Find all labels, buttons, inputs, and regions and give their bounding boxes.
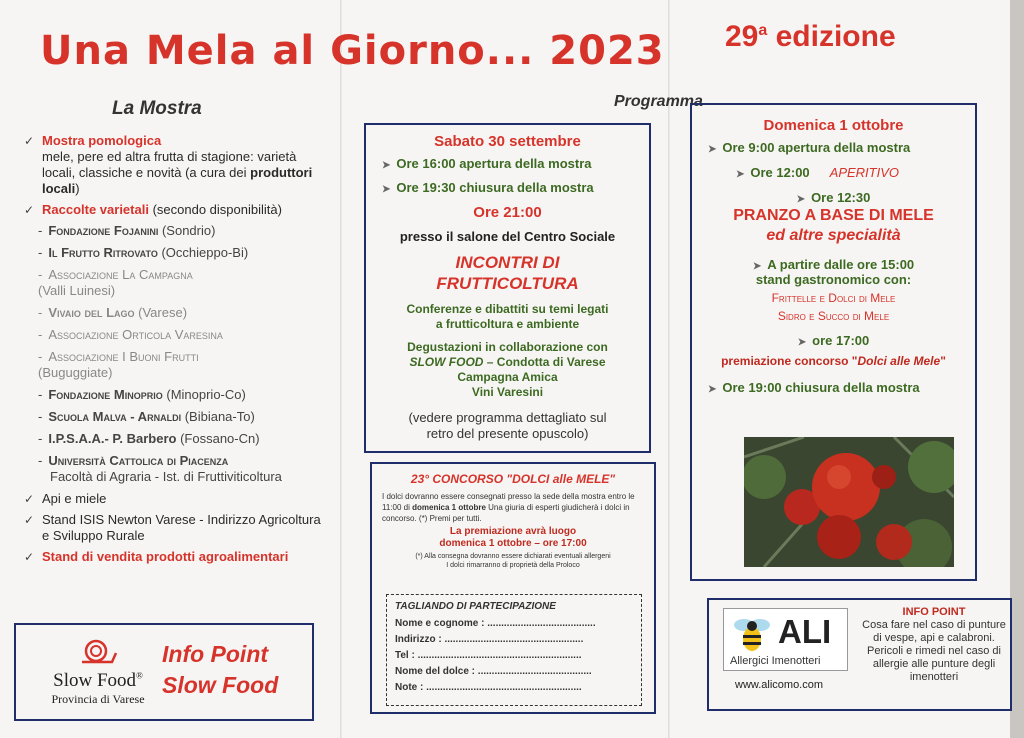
conferenze-text: Conferenze e dibattiti su temi legati a frutticoltura e ambiente	[406, 302, 609, 331]
exhibitor-item: - Associazione Orticola Varesina	[38, 327, 223, 342]
arrow-icon: ➤	[797, 337, 807, 348]
ali-logo	[723, 608, 848, 671]
edition-label: 29$^a$ edizione	[725, 20, 896, 53]
slowfood-provincia: Provincia di Varese	[51, 692, 145, 706]
form-field: Tel : ...........................................................	[395, 650, 582, 661]
ali-box	[707, 598, 1012, 711]
list-item	[22, 133, 322, 197]
schedule-item: ➤ Ore 12:00 APERITIVO	[736, 165, 900, 180]
mostra-heading: La Mostra	[112, 98, 202, 119]
check-icon: ✓	[24, 492, 35, 506]
ali-url: www.alicomo.com	[735, 679, 824, 691]
concorso-heading: 23° CONCORSO "DOLCI alle MELE"	[410, 472, 616, 486]
vedere-note: (vedere programma dettagliato sul retro del presente opuscolo)	[408, 410, 607, 441]
exhibitor-item: - Il Frutto Ritrovato (Occhieppo-Bi)	[38, 245, 249, 260]
brochure-title: Una Mela al Giorno... 2023	[40, 28, 665, 74]
schedule-item: ➤ Ore 16:00 apertura della mostra	[382, 156, 592, 171]
menu-item: Sidro e Succo di Mele	[777, 309, 890, 323]
exhibitor-item: - Scuola Malva - Arnaldi (Bibiana-To)	[38, 409, 255, 424]
tagliando-form	[386, 594, 642, 706]
arrow-icon: ➤	[382, 184, 391, 195]
incontri-title: INCONTRI DI FRUTTICOLTURA	[436, 253, 579, 293]
raccolte-title: Raccolte varietali	[42, 202, 149, 217]
form-field: Nome e cognome : .......................................	[395, 618, 596, 629]
slowfood-logo	[38, 639, 158, 707]
exhibitor-item: - Associazione La Campagna (Valli Luinesi)	[38, 267, 193, 298]
form-field: Nome del dolce : .........................................	[395, 666, 592, 677]
slowfood-name: Slow Food®	[53, 670, 143, 691]
check-icon: ✓	[24, 203, 35, 217]
form-field: Note : ........................................................	[395, 682, 582, 693]
premiazione-item: premiazione concorso "Dolci alle Mele"	[721, 354, 946, 368]
sabato-box	[364, 123, 651, 453]
concorso-text: I dolci dovranno essere consegnati presso la sede della mostra entro le 11:00 di domenica 1 ottobre Una giuria di esperti giudicherà i dolci in concorso. (*) Premi per tutti.	[382, 492, 635, 523]
arrow-icon: ➤	[708, 144, 717, 155]
pranzo-title: PRANZO A BASE DI MELE	[733, 207, 934, 224]
mostra-list	[22, 133, 322, 570]
venue-text: presso il salone del Centro Sociale	[399, 229, 616, 244]
pomologica-title: Mostra pomologica	[42, 133, 162, 148]
pomologica-text: mele, pere ed altra frutta di stagione: varietà locali, classiche e novità (a cura dei produttori locali)	[42, 149, 313, 196]
pranzo-subtitle: ed altre specialità	[766, 227, 901, 244]
exhibitor-item: - Università Cattolica di Piacenza Facoltà di Agraria - Ist. di Fruttiviticoltura	[38, 453, 282, 484]
slowfood-info-point: Info Point Slow Food	[162, 641, 279, 698]
programma-heading: Programma	[614, 93, 703, 110]
schedule-item: ➤ Ore 12:30	[796, 190, 871, 205]
bee-icon	[730, 613, 774, 653]
list-item: ✓ Stand ISIS Newton Varese - Indirizzo Agricoltura e Sviluppo Rurale	[24, 512, 321, 543]
schedule-item: ➤ Ore 9:00 apertura della mostra	[708, 140, 911, 155]
schedule-item: ➤ Ore 19:00 chiusura della mostra	[708, 380, 920, 395]
exhibitor-item: - Fondazione Minoprio (Minoprio-Co)	[38, 387, 246, 402]
concorso-note: (*) Alla consegna dovranno essere dichiarati eventuali allergeni I dolci rimarranno di proprietà della Proloco	[415, 553, 611, 569]
arrow-icon: ➤	[382, 160, 391, 171]
ali-subtitle: Allergici Imenotteri	[730, 655, 821, 667]
tagliando-heading: TAGLIANDO DI PARTECIPAZIONE	[395, 601, 556, 612]
slowfood-box	[14, 623, 314, 721]
menu-item: Frittelle e Dolci di Mele	[771, 291, 896, 305]
arrow-icon: ➤	[708, 384, 717, 395]
schedule-item: ➤ A partire dalle ore 15:00 stand gastronomico con:	[752, 257, 915, 287]
list-item: ✓ Api e miele	[24, 491, 107, 506]
list-item	[22, 202, 322, 218]
fold-line	[340, 0, 342, 738]
domenica-heading: Domenica 1 ottobre	[763, 117, 904, 134]
exhibitor-item: - Associazione I Buoni Frutti (Buguggiate)	[38, 349, 199, 380]
ali-logo-text: ALI	[778, 613, 832, 650]
info-point: INFO POINT Cosa fare nel caso di punture di vespe, api e calabroni. Pericoli e rimedi nel caso di allergie alle punture degli imenotteri	[862, 606, 1006, 683]
exhibitor-item: - I.P.S.A.A.- P. Barbero (Fossano-Cn)	[38, 431, 260, 446]
snail-icon	[78, 639, 118, 665]
schedule-item: ➤ Ore 19:30 chiusura della mostra	[382, 180, 594, 195]
concorso-box	[370, 462, 656, 714]
arrow-icon: ➤	[736, 169, 745, 180]
list-item: ✓ Stand di vendita prodotti agroalimentari	[24, 549, 289, 564]
form-field: Indirizzo : ..................................................	[395, 634, 584, 645]
check-icon: ✓	[24, 134, 35, 148]
exhibitor-item: - Fondazione Fojanini (Sondrio)	[38, 223, 216, 238]
arrow-icon: ➤	[752, 261, 762, 272]
sabato-heading: Sabato 30 settembre	[434, 133, 581, 150]
schedule-time: Ore 21:00	[473, 204, 542, 221]
apple-photo	[744, 437, 954, 567]
exhibitor-item: - Vivaio del Lago (Varese)	[38, 305, 188, 320]
premiazione-text: La premiazione avrà luogo domenica 1 ottobre – ore 17:00	[439, 526, 587, 549]
arrow-icon: ➤	[796, 194, 806, 205]
raccolte-text: (secondo disponibilità)	[152, 202, 282, 217]
check-icon: ✓	[24, 513, 35, 527]
check-icon: ✓	[24, 550, 35, 564]
degustazioni-text: Degustazioni in collaborazione con SLOW FOOD – Condotta di Varese Campagna Amica Vini Varesini	[407, 340, 608, 399]
schedule-item: ➤ ore 17:00	[797, 333, 870, 348]
